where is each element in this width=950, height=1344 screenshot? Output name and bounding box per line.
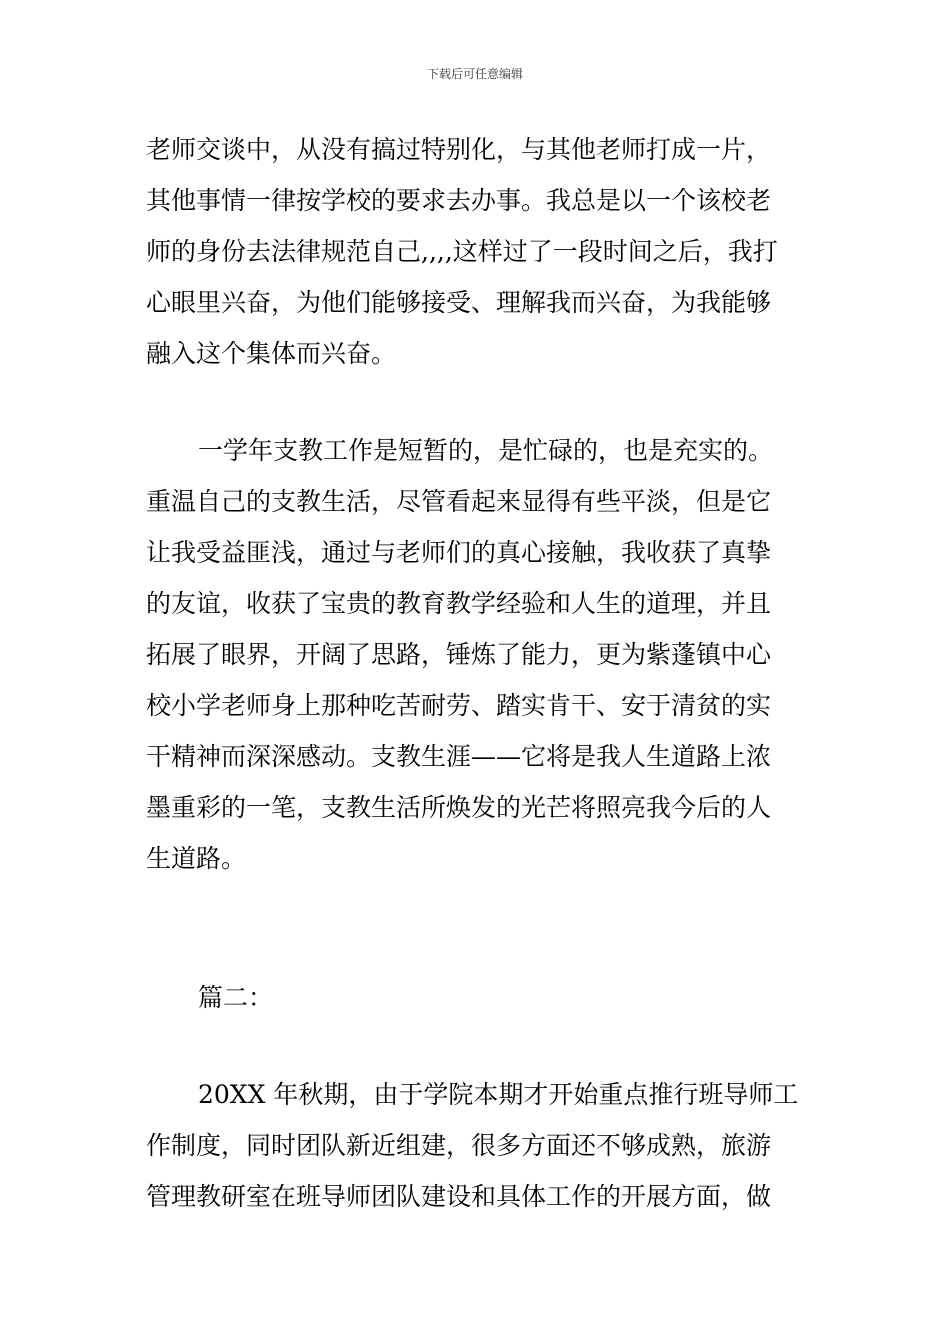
- paragraph-line: 生道路。: [146, 844, 247, 873]
- paragraph-line: 墨重彩的一笔，支教生活所焕发的光芒将照亮我今后的人: [146, 793, 772, 822]
- paragraph-line: 校小学老师身上那种吃苦耐劳、踏实肯干、安于清贫的实: [146, 691, 772, 720]
- section-heading: 篇二：: [198, 983, 274, 1012]
- paragraph-line: 师的身份去法律规范自己,,,,这样过了一段时间之后，我打: [146, 237, 778, 266]
- page-header: 下载后可任意编辑: [426, 67, 523, 81]
- paragraph-line: 20XX 年秋期，由于学院本期才开始重点推行班导师工: [198, 1080, 799, 1109]
- paragraph-line: 让我受益匪浅，通过与老师们的真心接触，我收获了真挚: [146, 538, 772, 567]
- paragraph-line: 其他事情一律按学校的要求去办事。我总是以一个该校老: [146, 186, 772, 215]
- paragraph-line: 老师交谈中，从没有搞过特别化，与其他老师打成一片，: [146, 135, 772, 164]
- paragraph-line: 作制度，同时团队新近组建，很多方面还不够成熟，旅游: [146, 1131, 772, 1160]
- paragraph-line: 一学年支教工作是短暂的，是忙碌的，也是充实的。: [198, 436, 774, 465]
- paragraph-line: 拓展了眼界，开阔了思路，锤炼了能力，更为紫蓬镇中心: [146, 640, 772, 669]
- paragraph-line: 心眼里兴奋，为他们能够接受、理解我而兴奋，为我能够: [146, 288, 772, 317]
- paragraph-line: 融入这个集体而兴奋。: [146, 339, 397, 368]
- paragraph-line: 重温自己的支教生活，尽管看起来显得有些平淡，但是它: [146, 487, 772, 516]
- paragraph-line: 干精神而深深感动。支教生涯——它将是我人生道路上浓: [146, 742, 772, 771]
- paragraph-line: 的友谊，收获了宝贵的教育教学经验和人生的道理，并且: [146, 589, 772, 618]
- paragraph-line: 管理教研室在班导师团队建设和具体工作的开展方面，做: [146, 1182, 772, 1211]
